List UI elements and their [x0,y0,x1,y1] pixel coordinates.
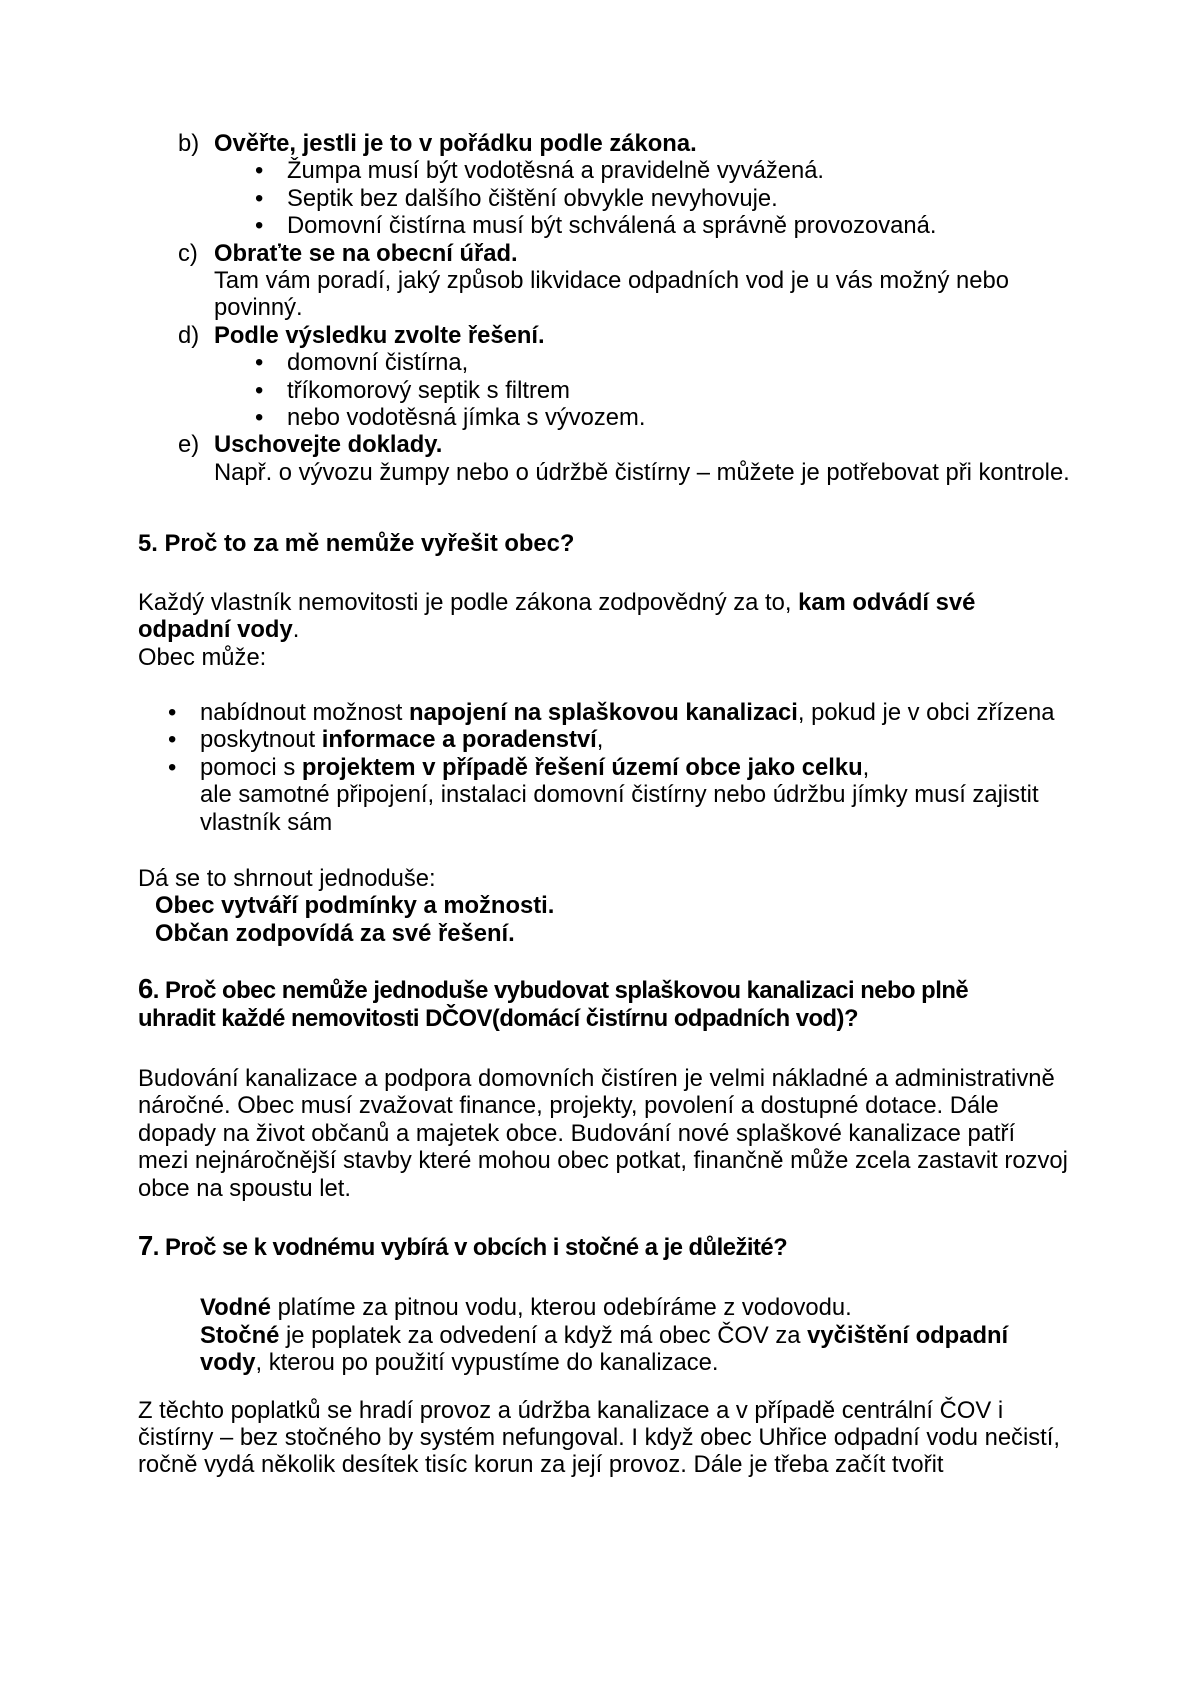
list-item-title: Obraťte se na obecní úřad. [214,239,518,267]
list-marker-e: e) [178,431,200,459]
list-item-b [138,130,1070,240]
text-run-bold: Vodné [200,1294,271,1322]
text-run-bold: vyčištění odpadní vody [200,1321,1009,1377]
text-run-bold: informace a poradenství [321,726,597,754]
paragraph-q5-intro [138,589,1070,644]
text-run: , [862,753,870,781]
bullet-item [138,699,1070,726]
bullet-item [214,185,1070,212]
paragraph-q6-body: Budování kanalizace a podpora domovních čistíren je velmi nákladné a administrativně náročné. Obec musí zvažovat finance, projekty, povolení a dostupné dotace. Dále dopady na život občanů a majetek obce. Budování nové splaškové kanalizace patří mezi nejnáročnější stavby které mohou obec potkat, finančně může zcela zastavit rozvoj obce na spoustu let. [138,1064,1068,1202]
paragraph-q7-closing: Z těchto poplatků se hradí provoz a údržba kanalizace a v případě centrální ČOV i čistírny – bez stočného by systém nefungoval. I když obec Uhřice odpadní vodu nečistí, ročně vydá několik desítek tisíc korun za její provoz. Dále je třeba začít tvořit [138,1396,1060,1479]
summary-intro: Dá se to shrnout jednoduše: [138,864,436,892]
heading-line: uhradit každé nemovitosti DČOV(domácí čistírnu odpadních vod)? [138,1004,858,1032]
bullet-item [214,212,1070,239]
bullet-icon: • [255,349,264,377]
bullet-item [138,754,1070,781]
bullet-text: domovní čistírna, [287,349,469,377]
summary-line-1: Obec vytváří podmínky a možnosti. [155,892,555,920]
heading-line [138,1232,1070,1261]
section-heading-6 [138,975,1070,1032]
text-run: , [596,726,604,754]
list-item-c [138,240,1070,322]
list-item-title: Podle výsledku zvolte řešení. [214,321,545,349]
text-run: . [292,616,300,644]
text-run: , pokud je v obci zřízena [797,698,1055,726]
bullet-icon: • [255,376,264,404]
bullet-icon: • [255,157,264,185]
text-run-bold: projektem v případě řešení území obce jako celku [301,753,863,781]
text-run: , kterou po použití vypustíme do kanalizace. [255,1349,719,1377]
text-run: Každý vlastník nemovitosti je podle zákona zodpovědný za to, [138,588,799,616]
text-run: nabídnout možnost [200,698,410,726]
heading-text: . Proč obec nemůže jednoduše vybudovat splaškovou kanalizaci nebo plně [152,977,969,1005]
text-run: pomoci s [200,753,302,781]
list-item-d [138,322,1070,432]
list-marker-c: c) [178,239,198,267]
text-run-bold: napojení na splaškovou kanalizaci [409,698,798,726]
bullet-text: tříkomorový septik s filtrem [287,376,570,404]
section-heading-7 [138,1232,1070,1261]
summary-line-2: Občan zodpovídá za své řešení. [155,919,515,947]
bullet-text: Domovní čistírna musí být schválená a správně provozovaná. [287,212,937,240]
bullet-item-continuation: ale samotné připojení, instalaci domovní čistírny nebo údržbu jímky musí zajistit vlastník sám [200,781,1039,836]
section-number: 7 [138,1230,153,1261]
bullet-text: Septik bez dalšího čištění obvykle nevyhovuje. [287,184,778,212]
list-item-e [138,431,1070,486]
definition-vodne [200,1294,1070,1321]
bullet-icon: • [255,184,264,212]
text-run: platíme za pitnou vodu, kterou odebíráme z vodovodu. [270,1294,852,1322]
bullet-icon: • [255,212,264,240]
bullet-item [214,377,1070,404]
bullet-item [214,349,1070,376]
list-item-title: Uschovejte doklady. [214,431,443,459]
q7-definitions [138,1294,1070,1376]
bullet-icon: • [168,753,177,781]
list-item-body: Např. o vývozu žumpy nebo o údržbě čistírny – můžete je potřebovat při kontrole. [214,458,1070,486]
text-run-bold: Stočné [200,1321,280,1349]
text-run: je poplatek za odvedení a když má obec ČOV za [279,1321,808,1349]
bullet-item [214,404,1070,431]
paragraph-q5-intro-line2: Obec může: [138,643,267,671]
section-heading-5: 5. Proč to za mě nemůže vyřešit obec? [138,530,575,558]
bullet-item [138,726,1070,753]
section-number: 6 [138,973,153,1005]
text-run-bold: kam odvádí své odpadní vody [138,588,976,644]
definition-stocne [200,1322,1070,1377]
list-item-body: Tam vám poradí, jaký způsob likvidace odpadních vod je u vás možný nebo povinný. [214,267,1009,322]
heading-line [138,975,1070,1004]
bullet-item [214,157,1070,184]
list-item-title: Ověřte, jestli je to v pořádku podle zákona. [214,130,697,157]
list-marker-b: b) [178,130,200,157]
text-run: poskytnout [200,726,322,754]
heading-text: . Proč se k vodnému vybírá v obcích i stočné a je důležité? [152,1234,788,1261]
list-marker-d: d) [178,321,200,349]
q5-bullet-list [138,699,1070,836]
bullet-icon: • [255,404,264,432]
bullet-text: nebo vodotěsná jímka s vývozem. [287,404,646,432]
bullet-icon: • [168,726,177,754]
bullet-text: Žumpa musí být vodotěsná a pravidelně vyvážená. [287,157,825,185]
bullet-icon: • [168,698,177,726]
